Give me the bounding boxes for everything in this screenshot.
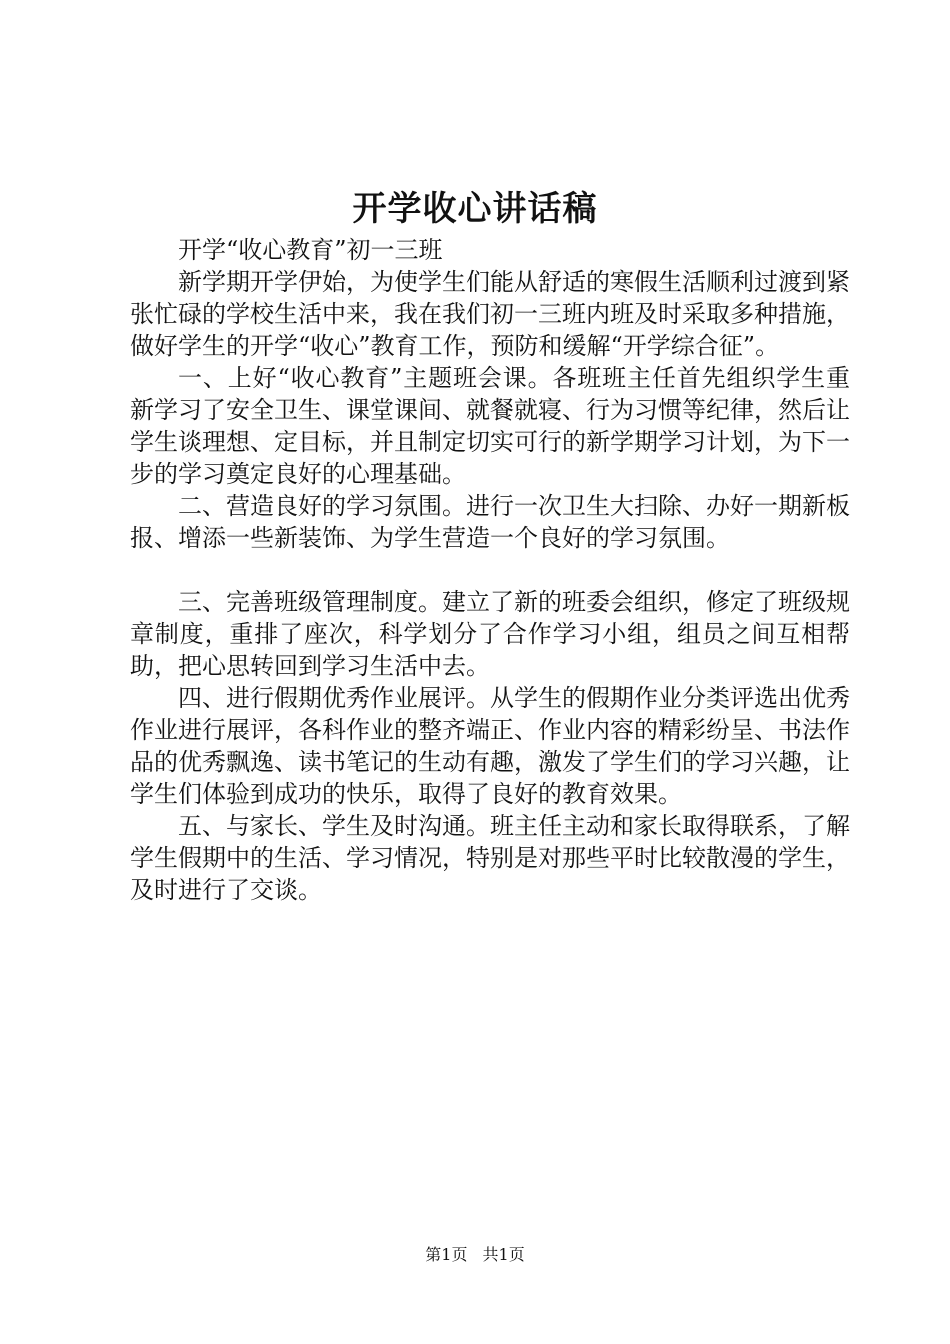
paragraph-section-5: 五、与家长、学生及时沟通。班主任主动和家长取得联系，了解学生假期中的生活、学习情况，特别是对那些平时比较散漫的学生，及时进行了交谈。 xyxy=(130,812,850,904)
subtitle: 开学“收心教育”初一三班 xyxy=(178,236,443,264)
paragraph-section-2: 二、营造良好的学习氛围。进行一次卫生大扫除、办好一期新板报、增添一些新装饰、为学生营造一个良好的学习氛围。 xyxy=(130,492,850,552)
paragraph-section-1: 一、上好“收心教育”主题班会课。各班班主任首先组织学生重新学习了安全卫生、课堂课间、就餐就寝、行为习惯等纪律，然后让学生谈理想、定目标，并且制定切实可行的新学期学习计划，为下一步的学习奠定良好的心理基础。 xyxy=(130,364,850,488)
paragraph-section-3: 三、完善班级管理制度。建立了新的班委会组织，修定了班级规章制度，重排了座次，科学划分了合作学习小组，组员之间互相帮助，把心思转回到学习生活中去。 xyxy=(130,588,850,680)
paragraph-intro: 新学期开学伊始，为使学生们能从舒适的寒假生活顺利过渡到紧张忙碌的学校生活中来，我在我们初一三班内班及时采取多种措施，做好学生的开学“收心”教育工作，预防和缓解“开学综合征”。 xyxy=(130,268,850,360)
page-total: 共1页 xyxy=(482,1245,525,1264)
page-number: 第1页 xyxy=(425,1245,468,1264)
page-footer xyxy=(0,1244,950,1266)
document-body xyxy=(130,234,850,906)
document-title: 开学收心讲话稿 xyxy=(352,189,598,229)
paragraph-section-4: 四、进行假期优秀作业展评。从学生的假期作业分类评选出优秀作业进行展评，各科作业的整齐端正、作业内容的精彩纷呈、书法作品的优秀飘逸、读书笔记的生动有趣，激发了学生们的学习兴趣，让学生们体验到成功的快乐，取得了良好的教育效果。 xyxy=(130,684,850,808)
